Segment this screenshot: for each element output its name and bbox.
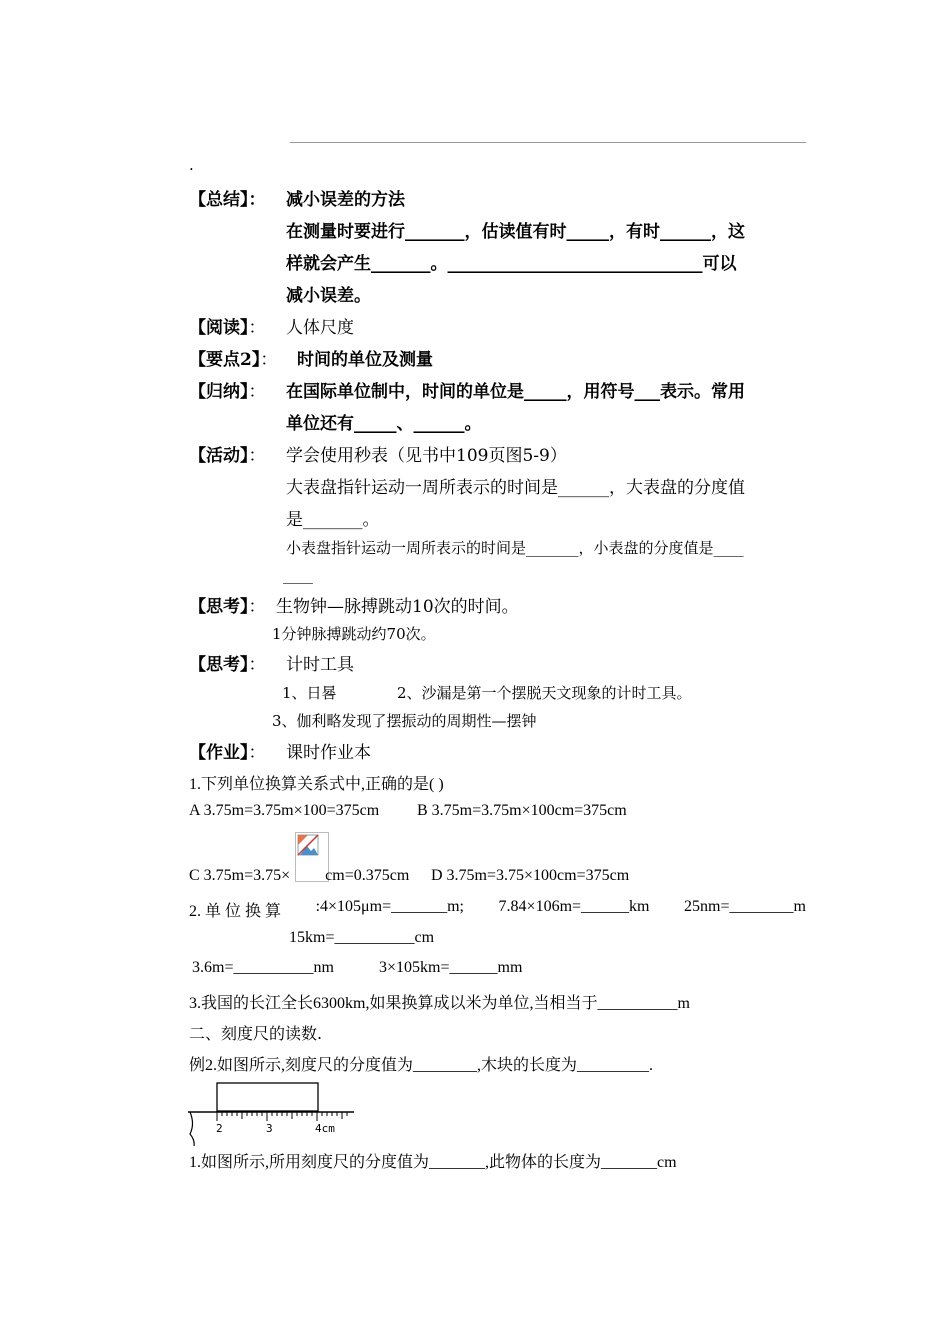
ruler-label-2: 2 — [216, 1122, 223, 1135]
q3: 3.我国的长江全长6300km,如果换算成以米为单位,当相当于__________m — [189, 995, 690, 1012]
think2-item2: 2、沙漏是第一个摆脱天文现象的计时工具。 — [397, 684, 692, 702]
think2-line1: 计时工具 — [286, 655, 354, 675]
read-text: 人体尺度 — [286, 318, 354, 338]
point2-tag: 【要点2】： — [189, 350, 278, 370]
think2-tag: 【思考】： — [189, 655, 266, 675]
q2-line2: 15km=__________cm — [289, 929, 435, 946]
q2-line3a: 3.6m=__________nm — [192, 959, 334, 976]
q1-option-d: D 3.75m=3.75×100cm=375cm — [431, 867, 630, 884]
think2-item3: 3、伽利略发现了摆振动的周期性—摆钟 — [272, 712, 537, 730]
section2-title: 二、刻度尺的读数. — [189, 1024, 323, 1043]
activity-tag: 【活动】： — [189, 446, 266, 466]
q1-option-a: A 3.75m=3.75m×100=375cm — [189, 802, 380, 819]
think1-line1: 生物钟—脉搏跳动10次的时间。 — [276, 597, 519, 617]
stray-dot: . — [189, 156, 194, 174]
wood-block — [217, 1083, 318, 1111]
summary-line1: 在测量时要进行_______，估读值有时_____，有时______，这 — [286, 222, 745, 242]
summary-line2: 样就会产生_______。______________________________可以 — [286, 254, 737, 274]
q1-option-b: B 3.75m=3.75m×100cm=375cm — [417, 802, 627, 819]
q1-option-c: C 3.75m=3.75× cm=0.375cm — [189, 867, 410, 884]
example2: 例2.如图所示,刻度尺的分度值为________,木块的长度为_________. — [189, 1057, 654, 1074]
ruler-break — [190, 1112, 194, 1146]
q2-line3b: 3×105km=______mm — [379, 959, 523, 976]
think1-line2: 1分钟脉搏跳动约70次。 — [272, 625, 436, 643]
ruler-figure — [186, 1080, 356, 1150]
homework-tag: 【作业】： — [189, 743, 266, 763]
activity-line2: 大表盘指针运动一周所表示的时间是______，大表盘的分度值 — [286, 478, 745, 498]
broken-image-icon — [297, 834, 319, 856]
q2-line1 — [189, 898, 806, 921]
induce-line1: 在国际单位制中，时间的单位是_____，用符号___表示。常用 — [286, 382, 745, 402]
think2-item1: 1、日晷 — [282, 684, 337, 702]
induce-tag: 【归纳】： — [189, 382, 266, 402]
activity-line5: ____ — [283, 566, 313, 584]
homework-text: 课时作业本 — [286, 743, 371, 763]
summary-title: 减小误差的方法 — [286, 190, 405, 210]
q2-prefix: 2. 单 位 换 算 — [189, 903, 282, 920]
activity-line3: 是_______。 — [286, 510, 380, 530]
activity-line4: 小表盘指针运动一周所表示的时间是_______，小表盘的分度值是____ — [286, 539, 744, 557]
q1-stem: 1.下列单位换算关系式中,正确的是( ) — [189, 776, 444, 793]
think1-tag: 【思考】： — [189, 597, 266, 617]
ruler-ticks — [217, 1112, 347, 1121]
point2-text: 时间的单位及测量 — [297, 350, 433, 370]
ruler-label-4cm: 4cm — [315, 1122, 335, 1135]
activity-line1: 学会使用秒表（见书中109页图5-9） — [286, 446, 567, 466]
header-rule — [290, 142, 806, 143]
read-tag: 【阅读】： — [189, 318, 266, 338]
summary-tag: 【总结】： — [189, 190, 266, 210]
q2-part1: :4×105μm=_______m; — [315, 898, 464, 915]
ruler-label-3: 3 — [266, 1122, 273, 1135]
question-ruler: 1.如图所示,所用刻度尺的分度值为_______,此物体的长度为_______cm — [189, 1154, 677, 1171]
q2-part3: 25nm=________m — [684, 898, 806, 915]
induce-line2: 单位还有_____、______。 — [286, 414, 482, 434]
summary-line3: 减小误差。 — [286, 286, 371, 306]
q2-part2: 7.84×106m=______km — [498, 898, 650, 915]
